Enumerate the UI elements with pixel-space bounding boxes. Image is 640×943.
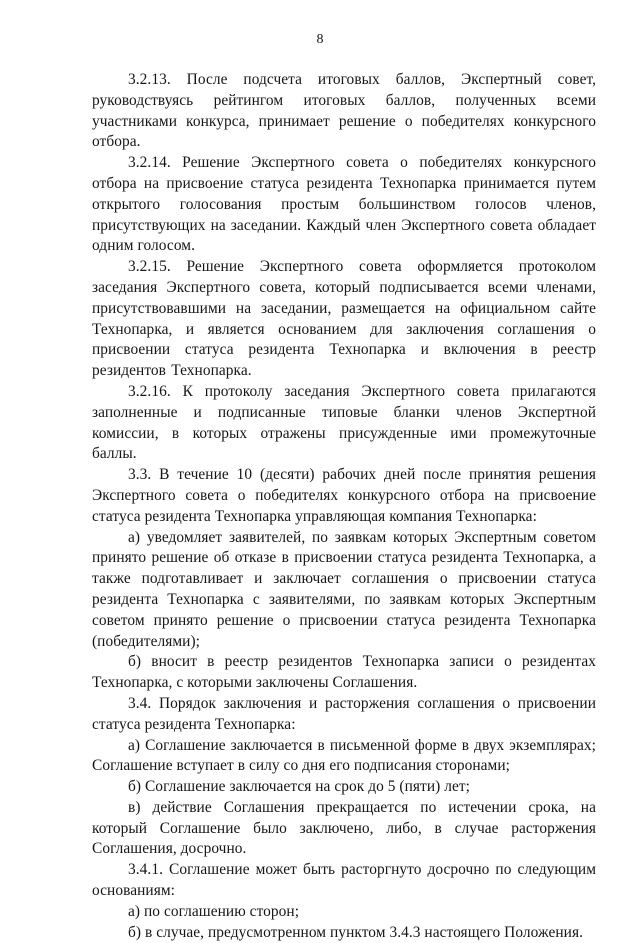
page-number: 8 [316, 32, 324, 47]
paragraph-3-2-16: 3.2.16. К протоколу заседания Экспертного совета прилагаются заполненные и подписанные типовые бланки членов Экспертной комиссии, в которых отражены присужденные ими промежуточные баллы. [92, 382, 596, 463]
paragraph-3-4: 3.4. Порядок заключения и расторжения соглашения о присвоении статуса резидента Технопарка: [92, 694, 596, 733]
paragraph-3-4-1-a: а) по соглашению сторон; [128, 902, 300, 920]
paragraph-3-4-b: б) Соглашение заключается на срок до 5 (пяти) лет; [128, 778, 470, 796]
paragraph-3-2-15: 3.2.15. Решение Экспертного совета оформляется протоколом заседания Экспертного совета, который подписывается всеми членами, присутствовавшими на заседании, размещается на официальном сайте Технопарка, и является основанием для заключения соглашения о присвоении статуса резидента Технопарка и включения в реестр резидентов Технопарка. [92, 258, 596, 380]
paragraph-3-4-a: а) Соглашение заключается в письменной форме в двух экземплярах; Соглашение вступает в силу со дня его подписания сторонами; [92, 736, 596, 775]
paragraph-3-3-a: а) уведомляет заявителей, по заявкам которых Экспертным советом принято решение об отказе в присвоении статуса резидента Технопарка, а также подготавливает и заключает соглашения о присвоении статуса резидента Технопарка с заявителями, по заявкам которых Экспертным советом принято решение о присвоении статуса резидента Технопарка (победителями); [92, 528, 596, 650]
paragraph-3-2-13: 3.2.13. После подсчета итоговых баллов, Экспертный совет, руководствуясь рейтингом итоговых баллов, полученных всеми участниками конкурса, принимает решение о победителях конкурсного отбора. [92, 71, 596, 151]
paragraph-3-4-1: 3.4.1. Соглашение может быть расторгнуто досрочно по следующим основаниям: [92, 861, 596, 900]
paragraph-3-3-b: б) вносит в реестр резидентов Технопарка записи о резидентах Технопарка, с которыми заключены Соглашения. [92, 653, 596, 692]
paragraph-3-4-1-b: б) в случае, предусмотренном пунктом 3.4.3 настоящего Положения. [128, 923, 584, 941]
document-body [92, 70, 596, 943]
paragraph-3-3: 3.3. В течение 10 (десяти) рабочих дней после принятия решения Экспертного совета о победителях конкурсного отбора на присвоение статуса резидента Технопарка управляющая компания Технопарка: [92, 466, 596, 525]
paragraph-3-2-14: 3.2.14. Решение Экспертного совета о победителях конкурсного отбора на присвоение статуса резидента Технопарка принимается путем открытого голосования простым большинством голосов членов, присутствующих на заседании. Каждый член Экспертного совета обладает одним голосом. [92, 154, 596, 255]
paragraph-3-4-v: в) действие Соглашения прекращается по истечении срока, на который Соглашение было заключено, либо, в случае расторжения Соглашения, досрочно. [92, 798, 596, 858]
